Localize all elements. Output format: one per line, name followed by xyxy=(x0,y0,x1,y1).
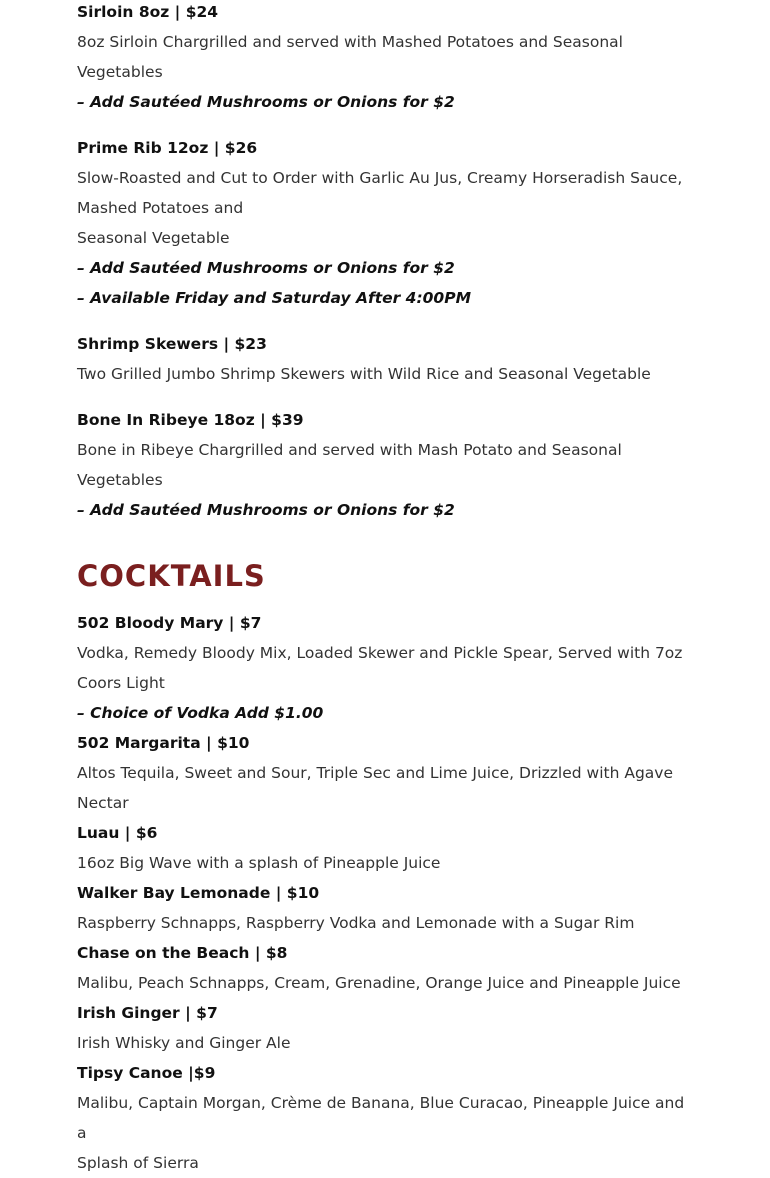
section-heading-cocktails: COCKTAILS xyxy=(77,559,266,593)
item-title: Luau | $6 xyxy=(77,824,158,842)
cocktail-item-irish-ginger xyxy=(77,998,697,1058)
entrees-list xyxy=(77,0,697,525)
menu-item-shrimp-skewers xyxy=(77,329,697,389)
item-description: Mashed Potatoes and xyxy=(77,199,244,217)
cocktail-item-bloody-mary xyxy=(77,608,697,728)
item-title: Tipsy Canoe |$9 xyxy=(77,1064,216,1082)
item-description: Malibu, Peach Schnapps, Cream, Grenadine, Orange Juice and Pineapple Juice xyxy=(77,974,681,992)
cocktail-item-chase-on-the-beach xyxy=(77,938,697,998)
menu-item-ribeye xyxy=(77,405,697,525)
item-note: – Available Friday and Saturday After 4:00PM xyxy=(77,289,471,307)
cocktail-item-margarita xyxy=(77,728,697,818)
item-title: Walker Bay Lemonade | $10 xyxy=(77,884,320,902)
item-description: Bone in Ribeye Chargrilled and served with Mash Potato and Seasonal Vegetables xyxy=(77,441,622,489)
cocktail-item-luau xyxy=(77,818,697,878)
item-description: Malibu, Captain Morgan, Crème de Banana, Blue Curacao, Pineapple Juice and a xyxy=(77,1094,685,1142)
item-description: Raspberry Schnapps, Raspberry Vodka and Lemonade with a Sugar Rim xyxy=(77,914,635,932)
item-title: Chase on the Beach | $8 xyxy=(77,944,288,962)
item-description: Vodka, Remedy Bloody Mix, Loaded Skewer and Pickle Spear, Served with 7oz xyxy=(77,644,683,662)
item-note: – Add Sautéed Mushrooms or Onions for $2 xyxy=(77,93,455,111)
item-description: Splash of Sierra xyxy=(77,1154,199,1172)
item-note: – Add Sautéed Mushrooms or Onions for $2 xyxy=(77,259,455,277)
item-title: Sirloin 8oz | $24 xyxy=(77,3,219,21)
item-description: Two Grilled Jumbo Shrimp Skewers with Wild Rice and Seasonal Vegetable xyxy=(77,365,651,383)
cocktail-item-walker-bay-lemonade xyxy=(77,878,697,938)
item-description: Nectar xyxy=(77,794,129,812)
menu-item-sirloin xyxy=(77,0,697,117)
item-title: 502 Margarita | $10 xyxy=(77,734,250,752)
item-description: Coors Light xyxy=(77,674,165,692)
item-note: – Add Sautéed Mushrooms or Onions for $2 xyxy=(77,501,455,519)
item-title: Bone In Ribeye 18oz | $39 xyxy=(77,411,304,429)
item-description: Altos Tequila, Sweet and Sour, Triple Sec and Lime Juice, Drizzled with Agave xyxy=(77,764,673,782)
item-note: – Choice of Vodka Add $1.00 xyxy=(77,704,324,722)
item-description: Vegetables xyxy=(77,63,163,81)
item-title: 502 Bloody Mary | $7 xyxy=(77,614,262,632)
item-title: Irish Ginger | $7 xyxy=(77,1004,218,1022)
cocktails-list xyxy=(77,608,697,1178)
item-description: 16oz Big Wave with a splash of Pineapple Juice xyxy=(77,854,441,872)
item-description: Seasonal Vegetable xyxy=(77,229,230,247)
item-description: Slow-Roasted and Cut to Order with Garlic Au Jus, Creamy Horseradish Sauce, xyxy=(77,169,683,187)
menu-content xyxy=(77,0,697,1178)
item-title: Prime Rib 12oz | $26 xyxy=(77,139,258,157)
menu-item-prime-rib xyxy=(77,133,697,313)
cocktail-item-tipsy-canoe xyxy=(77,1058,697,1178)
item-description: 8oz Sirloin Chargrilled and served with Mashed Potatoes and Seasonal xyxy=(77,33,623,51)
item-title: Shrimp Skewers | $23 xyxy=(77,335,267,353)
item-description: Irish Whisky and Ginger Ale xyxy=(77,1034,291,1052)
